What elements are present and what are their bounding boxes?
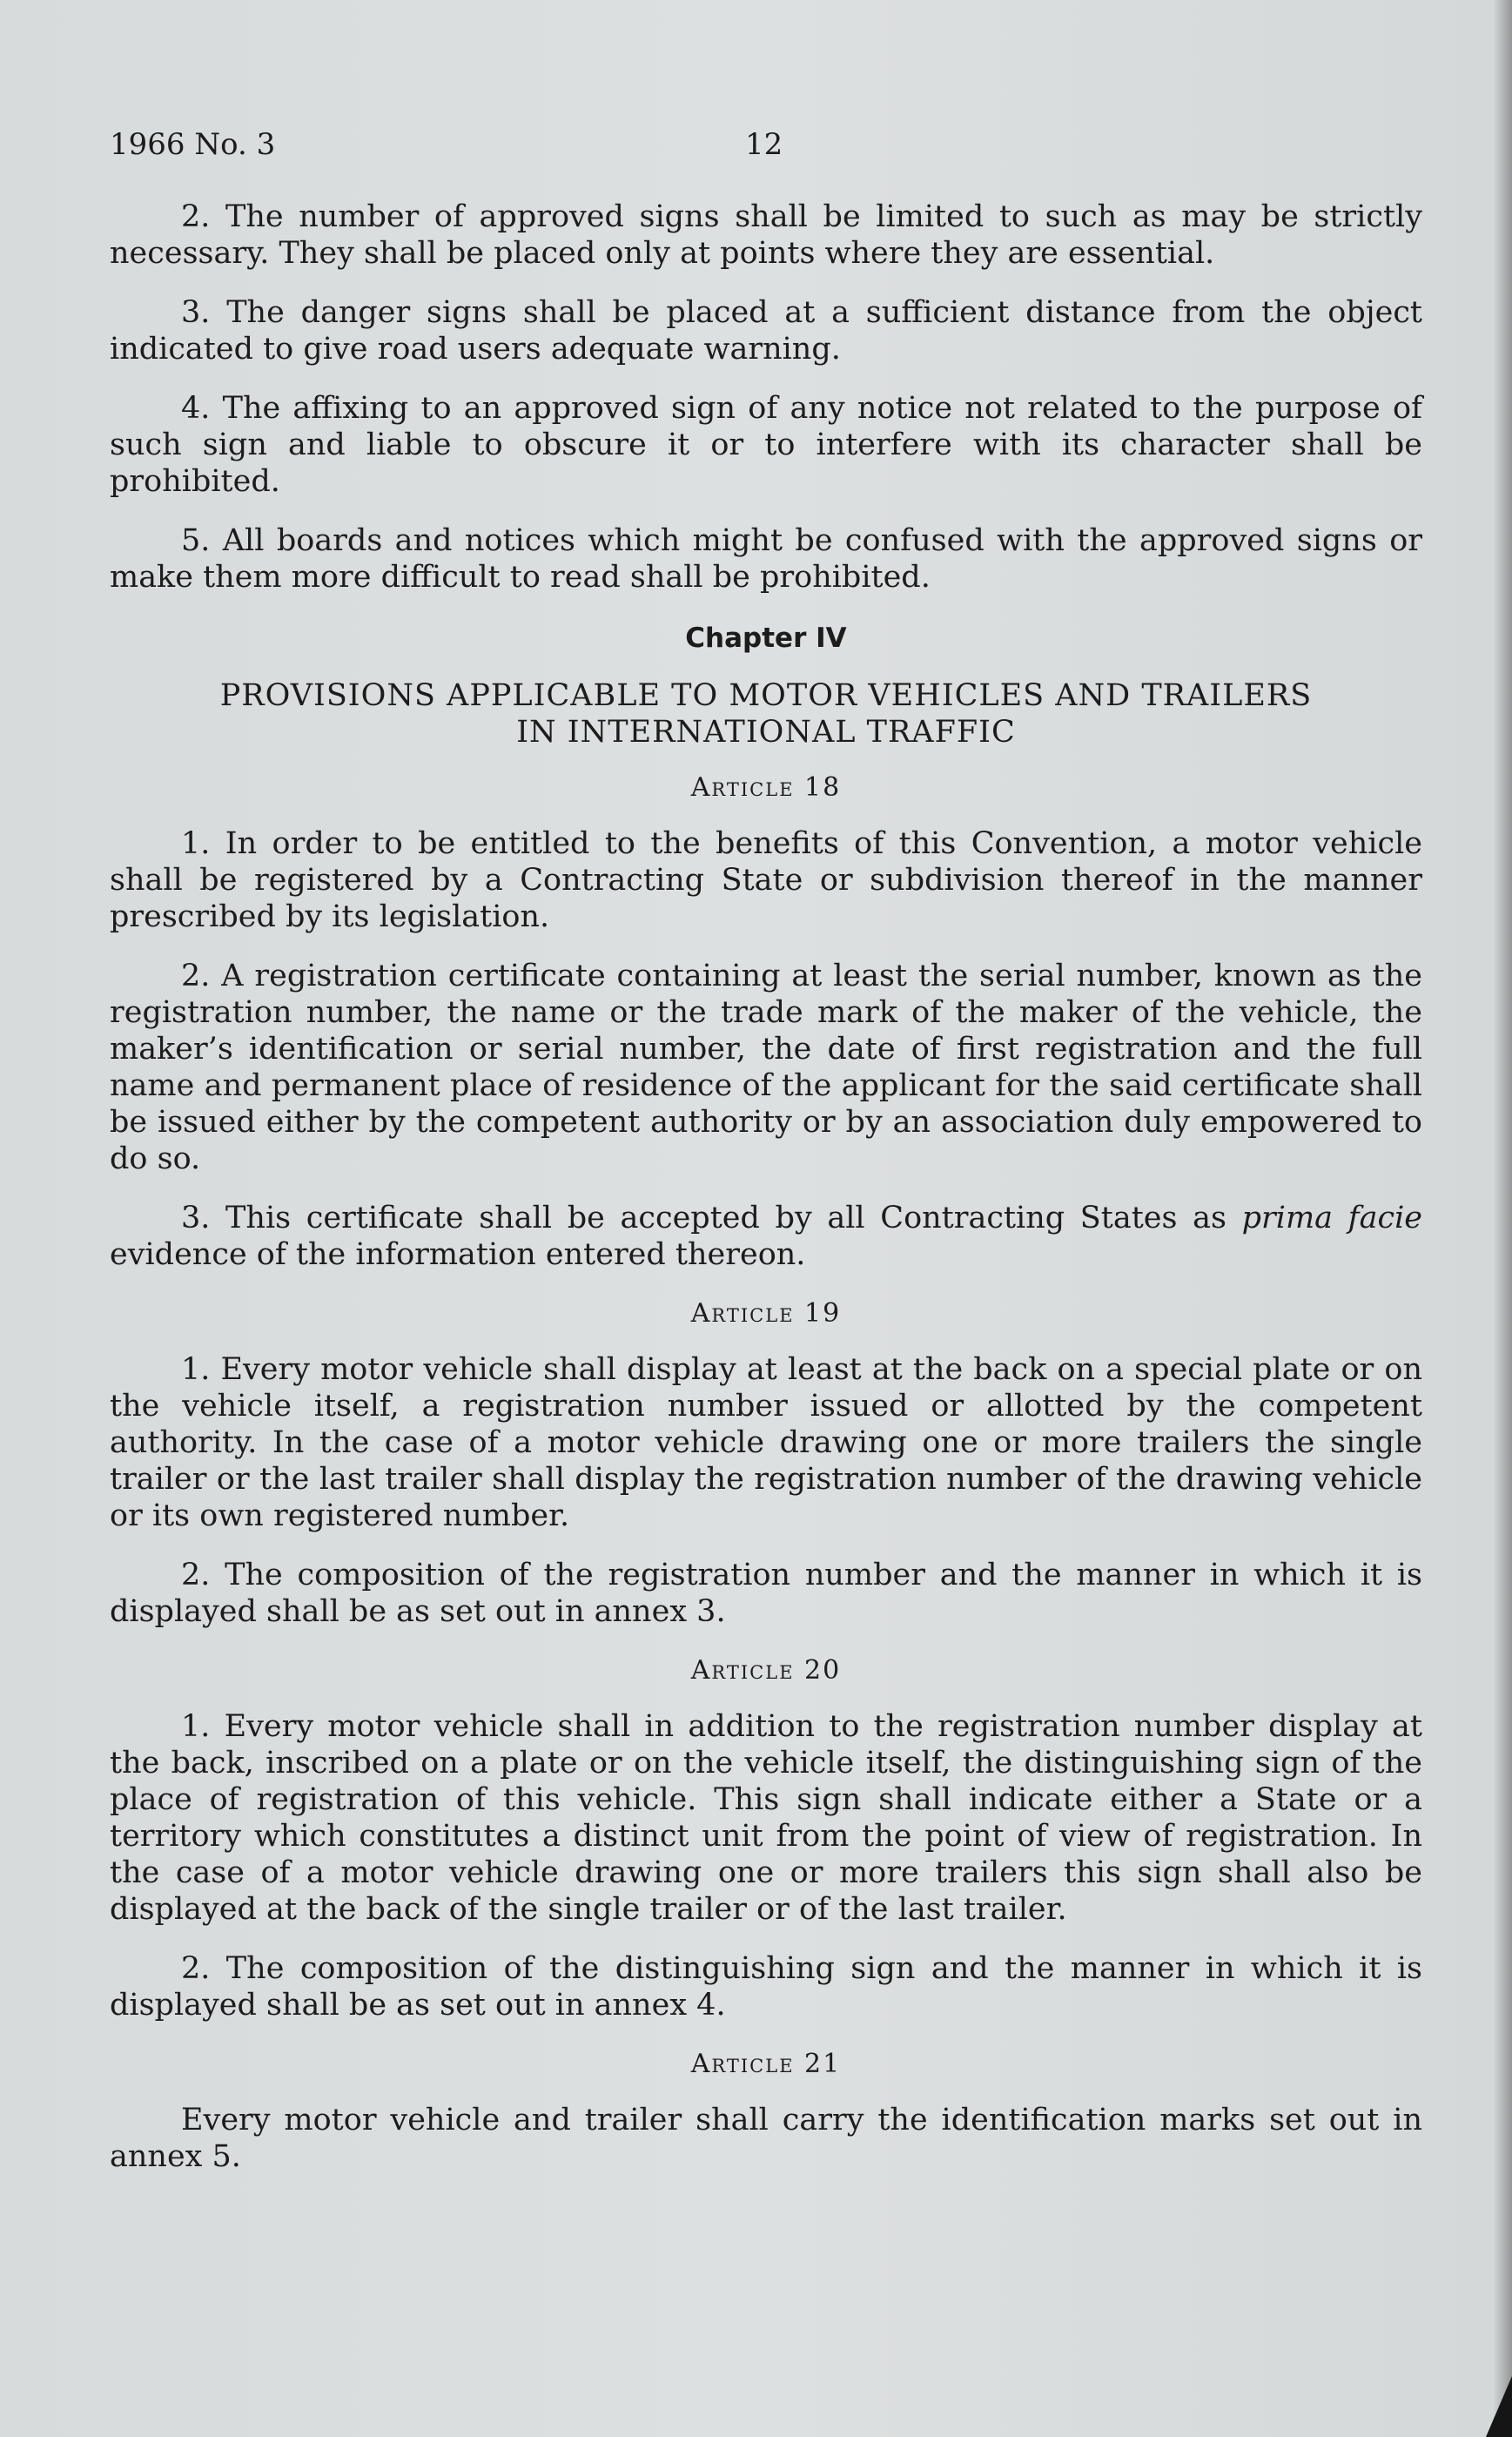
- italic-text: prima facie: [1241, 1201, 1422, 1235]
- paragraph: 2. The composition of the registration number and the manner in which it is displayed shall be as set out in annex 3.: [110, 1558, 1422, 1629]
- page-body: [110, 199, 1422, 2198]
- paragraph: [110, 1200, 1422, 1273]
- paragraph: 2. A registration certificate containing at least the serial number, known as the registration number, the name or the trade mark of the maker of the vehicle, the maker’s identification or serial number, the date of first registration and the full name and permanent place of residence of the applicant for the said certificate shall be issued either by the competent authority or by an association duly empowered to do so.: [110, 959, 1422, 1176]
- article-heading: Article 21: [690, 2049, 842, 2079]
- article-heading: Article 19: [690, 1298, 842, 1329]
- paragraph-text: evidence of the information entered thereon.: [110, 1237, 806, 1272]
- document-reference: 1966 No. 3: [110, 127, 276, 162]
- paragraph-text: 3. This certificate shall be accepted by all Contracting States as: [181, 1201, 1226, 1235]
- paragraph: 3. The danger signs shall be placed at a sufficient distance from the object indicated to give road users adequate warning.: [110, 295, 1422, 367]
- paragraph: 4. The affixing to an approved sign of any notice not related to the purpose of such sign and liable to obscure it or to interfere with its character shall be prohibited.: [110, 391, 1422, 499]
- chapter-title-line: IN INTERNATIONAL TRAFFIC: [516, 715, 1016, 750]
- chapter-heading: Chapter IV: [685, 623, 847, 654]
- paragraph: 5. All boards and notices which might be confused with the approved signs or make them more difficult to read shall be prohibited.: [110, 523, 1422, 595]
- article-heading: Article 18: [690, 772, 842, 803]
- paragraph: Every motor vehicle and trailer shall carry the identification marks set out in annex 5.: [110, 2103, 1422, 2174]
- paragraph: 1. Every motor vehicle shall display at least at the back on a special plate or on the vehicle itself, a registration number issued or allotted by the competent authority. In the case of a motor vehicle drawing one or more trailers the single trailer or the last trailer shall display the registration number of the drawing vehicle or its own registered number.: [110, 1352, 1422, 1533]
- paragraph: 2. The number of approved signs shall be limited to such as may be strictly necessary. They shall be placed only at points where they are essential.: [110, 199, 1422, 271]
- chapter-title-line: PROVISIONS APPLICABLE TO MOTOR VEHICLES AND TRAILERS: [219, 678, 1313, 713]
- page-edge-shadow: [1493, 0, 1512, 2437]
- paragraph: 1. In order to be entitled to the benefits of this Convention, a motor vehicle shall be registered by a Contracting State or subdivision thereof in the manner prescribed by its legislation.: [110, 826, 1422, 934]
- paragraph: 2. The composition of the distinguishing sign and the manner in which it is displayed shall be as set out in annex 4.: [110, 1951, 1422, 2023]
- chapter-title: [110, 677, 1422, 751]
- article-heading: Article 20: [690, 1655, 842, 1686]
- paragraph: 1. Every motor vehicle shall in addition to the registration number display at the back, inscribed on a plate or on the vehicle itself, the distinguishing sign of the place of registration of this vehicle. This sign shall indicate either a State or a territory which constitutes a distinct unit from the point of view of registration. In the case of a motor vehicle drawing one or more trailers this sign shall also be displayed at the back of the single trailer or of the last trailer.: [110, 1709, 1422, 1927]
- page-number: 12: [745, 127, 783, 162]
